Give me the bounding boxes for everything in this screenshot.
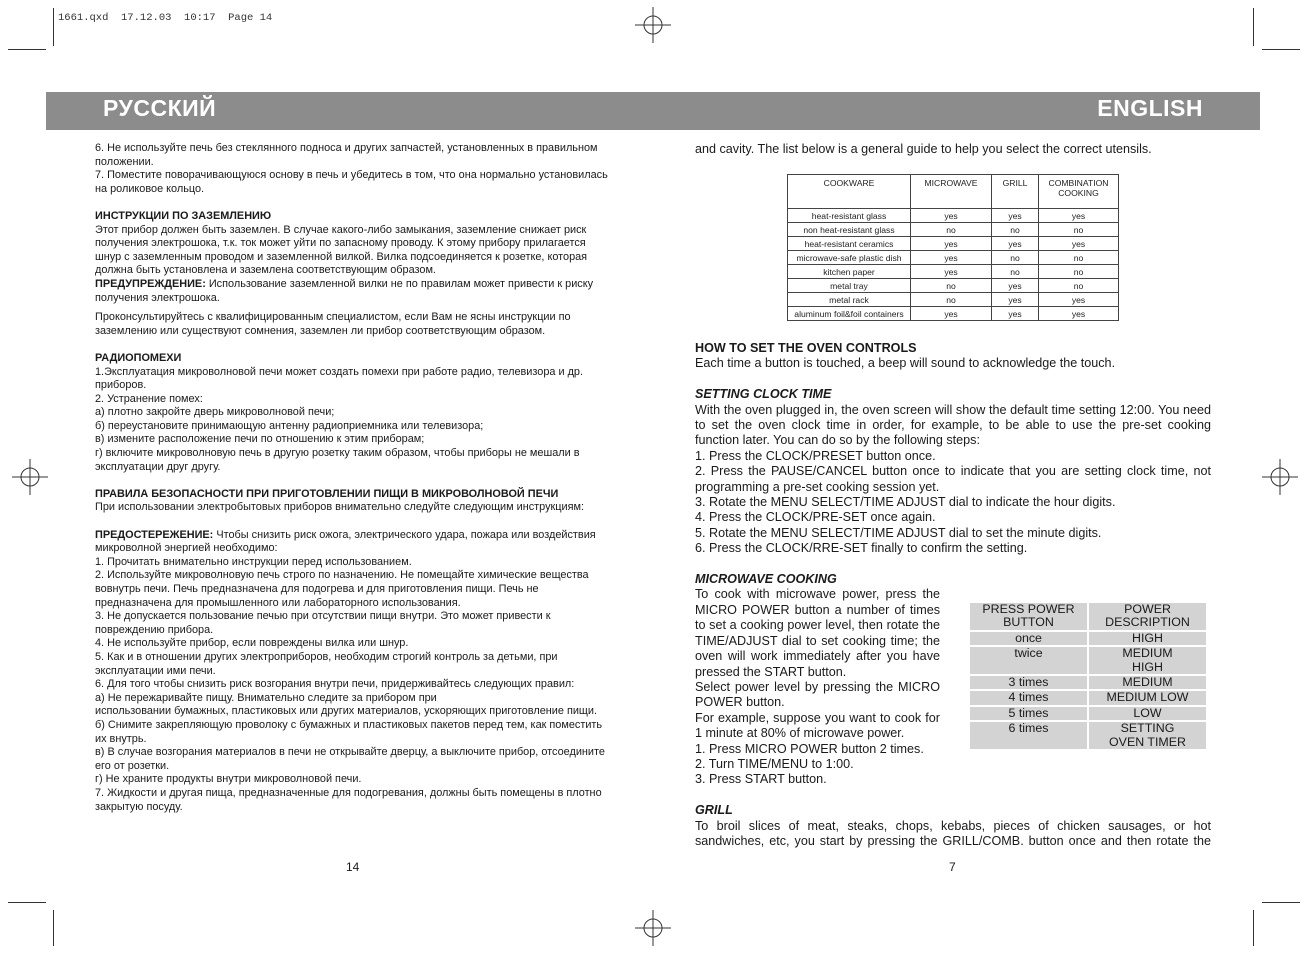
ru-list-item: г) включите микроволновую печь в другую розетку таким образом, чтобы приборы не мешали в эксплуатации друг другу.: [95, 447, 580, 473]
table-cell: no: [1039, 265, 1119, 279]
crop-mark: [53, 8, 54, 46]
en-step: 5. Rotate the MENU SELECT/TIME ADJUST dial to set the minute digits.: [695, 525, 1102, 540]
en-step: 4. Press the CLOCK/PRE-SET once again.: [695, 510, 936, 525]
table-cell: 4 times: [970, 691, 1087, 704]
table-row: [788, 251, 1119, 265]
table-cell: HIGH: [1089, 632, 1206, 645]
table-header-row: [788, 175, 1119, 209]
en-paragraph: To cook with microwave power, press the MICRO POWER button a number of times to set a cooking power level, then rotate the TIME/ADJUST dial to set cooking time; the oven will work immediately after you have pressed the START button.: [695, 587, 940, 679]
crop-mark: [1253, 910, 1254, 946]
table-cell: 6 times: [970, 722, 1087, 749]
table-cell: metal tray: [788, 279, 911, 293]
russian-column: [95, 142, 611, 814]
table-cell: yes: [992, 307, 1039, 321]
ru-list-item: б) переустановите принимающую антенну радиоприемника или телевизора;: [95, 419, 484, 432]
table-cell: no: [911, 223, 992, 237]
table-cell: yes: [1039, 307, 1119, 321]
crop-mark: [8, 49, 46, 50]
crop-mark: [8, 902, 46, 903]
ru-paragraph: При использовании электробытовых приборов внимательно следуйте следующим инструкциям:: [95, 501, 585, 514]
table-row: [970, 722, 1206, 749]
ru-list-item: 1.Эксплуатация микроволновой печи может создать помехи при работе радио, телевизора и др. приборов.: [95, 365, 584, 392]
table-cell: no: [911, 293, 992, 307]
table-cell: yes: [911, 307, 992, 321]
en-intro: and cavity. The list below is a general guide to help you select the correct utensils.: [695, 142, 1152, 156]
cookware-table: [787, 174, 1119, 321]
en-paragraph: To broil slices of meat, steaks, chops, kebabs, pieces of chicken sausages, or hot sandwiches, etc, you start by pressing the GRILL/COMB. button once and then rotate the: [695, 818, 1211, 848]
en-microwave-text: [695, 587, 940, 787]
registration-mark-icon: [635, 910, 671, 946]
table-row: [970, 676, 1206, 689]
table-cell: yes: [911, 251, 992, 265]
crop-mark: [53, 910, 54, 946]
en-heading-clock: SETTING CLOCK TIME: [695, 387, 832, 402]
table-cell: no: [992, 223, 1039, 237]
table-cell: 5 times: [970, 707, 1087, 720]
table-cell: non heat-resistant glass: [788, 223, 911, 237]
russian-title: РУССКИЙ: [103, 95, 217, 121]
table-cell: MEDIUM HIGH: [1089, 647, 1206, 674]
ru-warning-label: ПРЕДУПРЕЖДЕНИЕ:: [95, 277, 206, 290]
ru-heading-radio: РАДИОПОМЕХИ: [95, 351, 182, 364]
table-header-cell: POWER DESCRIPTION: [1089, 603, 1206, 630]
en-step: 3. Press START button.: [695, 772, 827, 787]
table-cell: yes: [911, 237, 992, 251]
ru-paragraph: Проконсультируйтесь с квалифицированным специалистом, если Вам не ясны инструкции по заземлению или существуют сомнения, заземлен ли прибор соответствующим образом.: [95, 311, 571, 337]
en-controls-section: [695, 341, 1211, 849]
crop-mark: [1253, 8, 1254, 46]
table-cell: LOW: [1089, 707, 1206, 720]
table-cell: heat-resistant ceramics: [788, 237, 911, 251]
table-cell: yes: [992, 293, 1039, 307]
table-header-cell: GRILL: [992, 175, 1039, 209]
table-cell: microwave-safe plastic dish: [788, 251, 911, 265]
ru-list-item: в) В случае возгорания материалов в печи не открывайте дверцу, а выключите прибор, отсоедините его от розетки.: [95, 746, 605, 772]
table-cell: aluminum foil&foil containers: [788, 307, 911, 321]
table-row: [970, 691, 1206, 704]
ru-warning: [95, 278, 611, 305]
en-step: 1. Press the CLOCK/PRESET button once.: [695, 448, 936, 463]
table-cell: 3 times: [970, 676, 1087, 689]
ru-paragraph: 7. Поместите поворачивающуюся основу в печь и убедитесь в том, что она нормально установилась на роликовое кольцо.: [95, 169, 608, 195]
table-row: [788, 237, 1119, 251]
en-heading-grill: GRILL: [695, 803, 733, 818]
table-header-row: [970, 603, 1206, 630]
en-paragraph: Select power level by pressing the MICRO POWER button.: [695, 679, 940, 710]
table-cell: twice: [970, 647, 1087, 674]
table-cell: no: [992, 265, 1039, 279]
table-cell: yes: [1039, 293, 1119, 307]
table-cell: yes: [911, 265, 992, 279]
ru-list-item: 7. Жидкости и другая пища, предназначенные для подогревания, должны быть помещены в плотно закрытую посуду.: [95, 786, 602, 813]
ru-list-item: 5. Как и в отношении других электроприборов, необходим строгий контроль за детьми, при эксплуатации ими печи.: [95, 650, 558, 677]
en-step: 3. Rotate the MENU SELECT/TIME ADJUST dial to indicate the hour digits.: [695, 495, 1116, 510]
table-cell: metal rack: [788, 293, 911, 307]
ru-list-item: 2. Используйте микроволновую печь строго по назначению. Не помещайте химические вещества вовнутрь печи. Печь предназначена для подогрева и для приготовления пищи. Печь не предназначена для промышленного или лабораторного использования.: [95, 569, 589, 609]
page-number-left: 14: [346, 860, 360, 874]
table-cell: yes: [992, 279, 1039, 293]
power-table: [968, 601, 1208, 751]
table-cell: yes: [911, 209, 992, 223]
crop-mark: [1262, 902, 1300, 903]
printer-slug: 1661.qxd 17.12.03 10:17 Page 14: [58, 12, 273, 24]
ru-caution-text: Чтобы снизить риск ожога, электрического удара, пожара или воздействия микроволной энергией необходимо:: [95, 528, 596, 555]
table-row: [970, 707, 1206, 720]
ru-list-item: использовании бумажных, пластиковых или других материалов, ускоряющих приготовление пищи.: [95, 705, 597, 718]
table-cell: MEDIUM: [1089, 676, 1206, 689]
en-paragraph: Each time a button is touched, a beep will sound to acknowledge the touch.: [695, 356, 1116, 371]
table-header-cell: COOKWARE: [788, 175, 911, 209]
ru-paragraph: 6. Не используйте печь без стеклянного подноса и других запчастей, установленных в правильном положении.: [95, 142, 598, 168]
table-cell: no: [1039, 223, 1119, 237]
ru-list-item: а) Не пережаривайте пищу. Внимательно следите за прибором при: [95, 691, 437, 704]
ru-list-item: 3. Не допускается пользование печью при отсутствии пищи внутри. Это может привести к повреждению прибора.: [95, 610, 551, 636]
table-header-cell: COMBINATION COOKING: [1039, 175, 1119, 209]
ru-list-item: 4. Не используйте прибор, если повреждены вилка или шнур.: [95, 637, 409, 650]
table-cell: yes: [1039, 209, 1119, 223]
table-cell: yes: [992, 209, 1039, 223]
table-cell: SETTING OVEN TIMER: [1089, 722, 1206, 749]
table-row: [788, 223, 1119, 237]
table-cell: no: [992, 251, 1039, 265]
ru-list-item: в) измените расположение печи по отношению к этим приборам;: [95, 433, 425, 446]
table-cell: once: [970, 632, 1087, 645]
table-cell: no: [911, 279, 992, 293]
ru-list-item: 6. Для того чтобы снизить риск возгорания внутри печи, придерживайтесь следующих правил:: [95, 678, 575, 691]
table-row: [788, 293, 1119, 307]
registration-mark-icon: [12, 459, 48, 495]
en-step: 6. Press the CLOCK/RRE-SET finally to confirm the setting.: [695, 541, 1028, 556]
page-number-right: 7: [949, 860, 956, 874]
table-row: [970, 647, 1206, 674]
en-heading-microwave: MICROWAVE COOKING: [695, 572, 837, 587]
table-row: [970, 632, 1206, 645]
table-header-cell: PRESS POWER BUTTON: [970, 603, 1087, 630]
registration-mark-icon: [1262, 459, 1298, 495]
table-row: [788, 209, 1119, 223]
table-cell: MEDIUM LOW: [1089, 691, 1206, 704]
crop-mark: [1262, 49, 1300, 50]
en-step: 1. Press MICRO POWER button 2 times.: [695, 741, 924, 756]
header-band: [46, 92, 1260, 130]
ru-list-item: г) Не храните продукты внутри микроволновой печи.: [95, 773, 362, 786]
en-step: 2. Turn TIME/MENU to 1:00.: [695, 756, 854, 771]
table-row: [788, 265, 1119, 279]
en-step: 2. Press the PAUSE/CANCEL button once to indicate that you are setting clock time, not programming a pre-set cooking session yet.: [695, 464, 1211, 494]
table-cell: yes: [992, 237, 1039, 251]
english-title: ENGLISH: [1097, 95, 1203, 121]
en-paragraph: For example, suppose you want to cook for 1 minute at 80% of microwave power.: [695, 710, 940, 741]
table-header-cell: MICROWAVE: [911, 175, 992, 209]
ru-caution: [95, 529, 611, 556]
ru-list-item: 2. Устранение помех:: [95, 392, 203, 405]
table-cell: yes: [1039, 237, 1119, 251]
ru-warning-text: Использование заземленной вилки не по правилам может привести к риску получения электрошока.: [95, 277, 594, 304]
en-heading-controls: HOW TO SET THE OVEN CONTROLS: [695, 341, 917, 355]
table-row: [788, 279, 1119, 293]
ru-caution-label: ПРЕДОСТЕРЕЖЕНИЕ:: [95, 528, 214, 541]
table-row: [788, 307, 1119, 321]
ru-paragraph: Этот прибор должен быть заземлен. В случае какого-либо замыкания, заземление снижает риск получения электрошока, т.к. ток может уйти по запасному проводу. К этому прибору прилагается шнур с заземленным проводом и заземленной вилкой. Вилка подсоединяется к розетке, которая должна быть установлена и заземлена соответствующим образом.: [95, 223, 588, 277]
ru-heading-grounding: ИНСТРУКЦИИ ПО ЗАЗЕМЛЕНИЮ: [95, 209, 272, 222]
ru-list-item: а) плотно закройте дверь микроволновой печи;: [95, 406, 335, 419]
en-paragraph: With the oven plugged in, the oven screen will show the default time setting 12:00. You need to set the oven clock time in order, for example, to be able to use the pre-set cooking function later. You can do so by the following steps:: [695, 402, 1211, 448]
ru-list-item: б) Снимите закрепляющую проволоку с бумажных и пластиковых пакетов перед тем, как поместить их внутрь.: [95, 718, 603, 745]
ru-list-item: 1. Прочитать внимательно инструкции перед использованием.: [95, 555, 412, 568]
registration-mark-icon: [635, 7, 671, 43]
ru-heading-safety: ПРАВИЛА БЕЗОПАСНОСТИ ПРИ ПРИГОТОВЛЕНИИ ПИЩИ В МИКРОВОЛНОВОЙ ПЕЧИ: [95, 487, 559, 500]
table-cell: no: [1039, 251, 1119, 265]
table-cell: kitchen paper: [788, 265, 911, 279]
table-cell: heat-resistant glass: [788, 209, 911, 223]
table-cell: no: [1039, 279, 1119, 293]
